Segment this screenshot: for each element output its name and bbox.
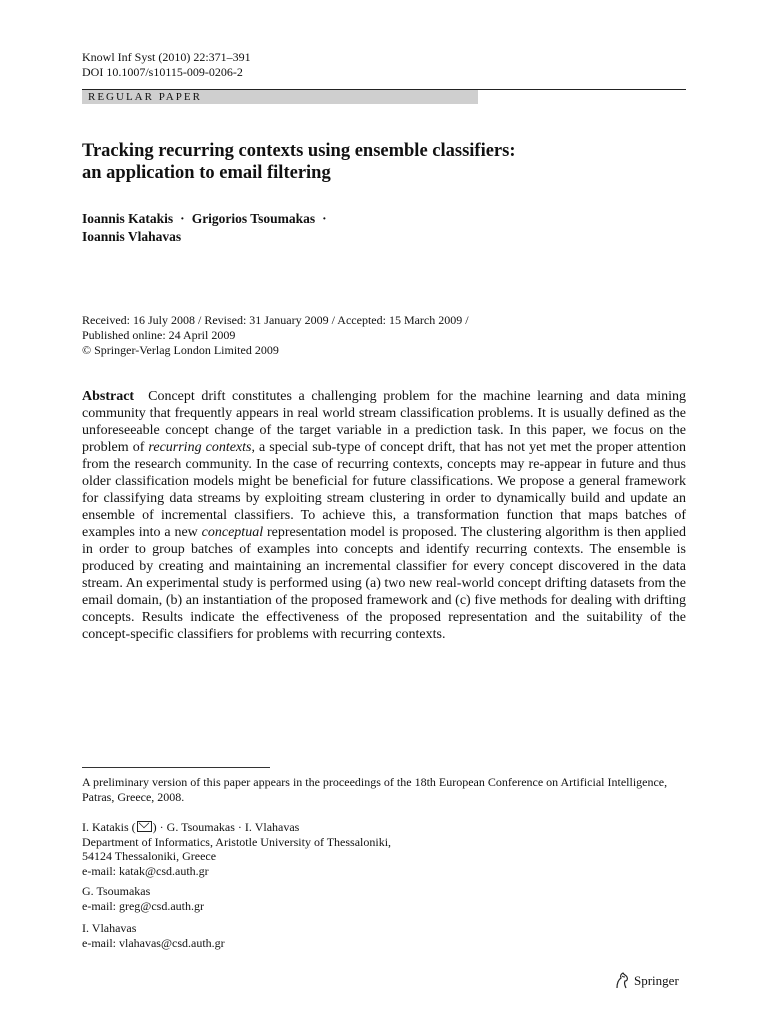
affiliation-tsoumakas-email[interactable]: e-mail: greg@csd.auth.gr xyxy=(82,898,205,913)
affiliation-tsoumakas-name: G. Tsoumakas xyxy=(82,884,151,898)
journal-doi: DOI 10.1007/s10115-009-0206-2 xyxy=(82,65,243,79)
copyright: © Springer-Verlag London Limited 2009 xyxy=(82,343,279,357)
affiliation-city: 54124 Thessaloniki, Greece xyxy=(82,849,217,863)
journal-header xyxy=(82,50,251,80)
publisher-logo xyxy=(614,972,679,990)
author-tsoumakas: Grigorios Tsoumakas xyxy=(191,211,316,226)
abstract-text-1: Concept drift constitutes a challenging problem for the machine learning and data mining community that frequently appears in real world stream classification problems. It is usually defined as the unforeseeable concept change of the target variable in a prediction task. In this paper, we focus on the problem of xyxy=(82,389,686,455)
publication-history xyxy=(82,313,686,358)
abstract-label: Abstract xyxy=(82,389,135,404)
springer-horse-icon xyxy=(614,972,630,990)
affiliation-vlahavas-email[interactable]: e-mail: vlahavas@csd.auth.gr xyxy=(82,935,225,950)
abstract-emphasis-conceptual: conceptual xyxy=(201,525,264,540)
affiliation-block-tsoumakas xyxy=(82,884,686,913)
author-vlahavas: Ioannis Vlahavas xyxy=(82,229,182,244)
affiliation-katakis-email[interactable]: e-mail: katak@csd.auth.gr xyxy=(82,863,209,878)
author-list xyxy=(82,210,686,246)
abstract-text-3: representation model is proposed. The clustering algorithm is then applied in order to group batches of examples into concepts and identify recurring contexts. The ensemble is produced by creating and maintaining an incremental classifier for every concept discovered in the data stream. An experimental study is performed using (a) two new real-world concept drifting datasets from the email domain, (b) an instantiation of the proposed framework and (c) five methods for dealing with drifting concepts. Results indicate the effectiveness of the proposed representation and the suitability of the concept-specific classifiers for problems with recurring contexts. xyxy=(82,525,686,642)
affiliation-vlahavas-name: I. Vlahavas xyxy=(82,921,137,935)
title-line-2: an application to email filtering xyxy=(82,163,331,183)
abstract-text-2: , a special sub-type of concept drift, that has not yet met the proper attention from the research community. In the case of recurring contexts, concepts may re-appear in future and thus older classification models might be beneficial for future classifications. We propose a general framework for classifying data streams by exploiting stream clustering in order to dynamically build and update an ensemble of incremental classifiers. To achieve this, a transformation function that maps batches of examples into a new xyxy=(82,440,686,540)
footnote-rule xyxy=(82,767,270,768)
abstract xyxy=(82,388,686,643)
title-line-1: Tracking recurring contexts using ensemble classifiers: xyxy=(82,141,516,161)
affiliation-department: Department of Informatics, Aristotle University of Thessaloniki, xyxy=(82,834,392,849)
affiliation-katakis-name: I. Katakis ( xyxy=(82,820,136,834)
abstract-emphasis-recurring: recurring contexts xyxy=(148,440,252,455)
envelope-icon xyxy=(137,821,152,832)
journal-citation: Knowl Inf Syst (2010) 22:371–391 xyxy=(82,50,251,64)
preliminary-footnote: A preliminary version of this paper appears in the proceedings of the 18th European Conference on Artificial Intelligence, Patras, Greece, 2008. xyxy=(82,775,668,804)
history-published: Published online: 24 April 2009 xyxy=(82,328,236,342)
affiliation-block-vlahavas xyxy=(82,921,686,950)
history-dates: Received: 16 July 2008 / Revised: 31 January 2009 / Accepted: 15 March 2009 / xyxy=(82,313,469,327)
section-banner: REGULAR PAPER xyxy=(82,90,478,104)
paper-title xyxy=(82,140,686,184)
publisher-name: Springer xyxy=(634,973,679,988)
author-katakis: Ioannis Katakis xyxy=(82,211,174,226)
affiliation-authors-line xyxy=(82,820,686,835)
author-separator: · xyxy=(322,211,327,226)
affiliation-coauthors: ) · G. Tsoumakas · I. Vlahavas xyxy=(152,820,300,834)
affiliation-block-katakis xyxy=(82,820,686,878)
author-separator: · xyxy=(180,211,185,226)
